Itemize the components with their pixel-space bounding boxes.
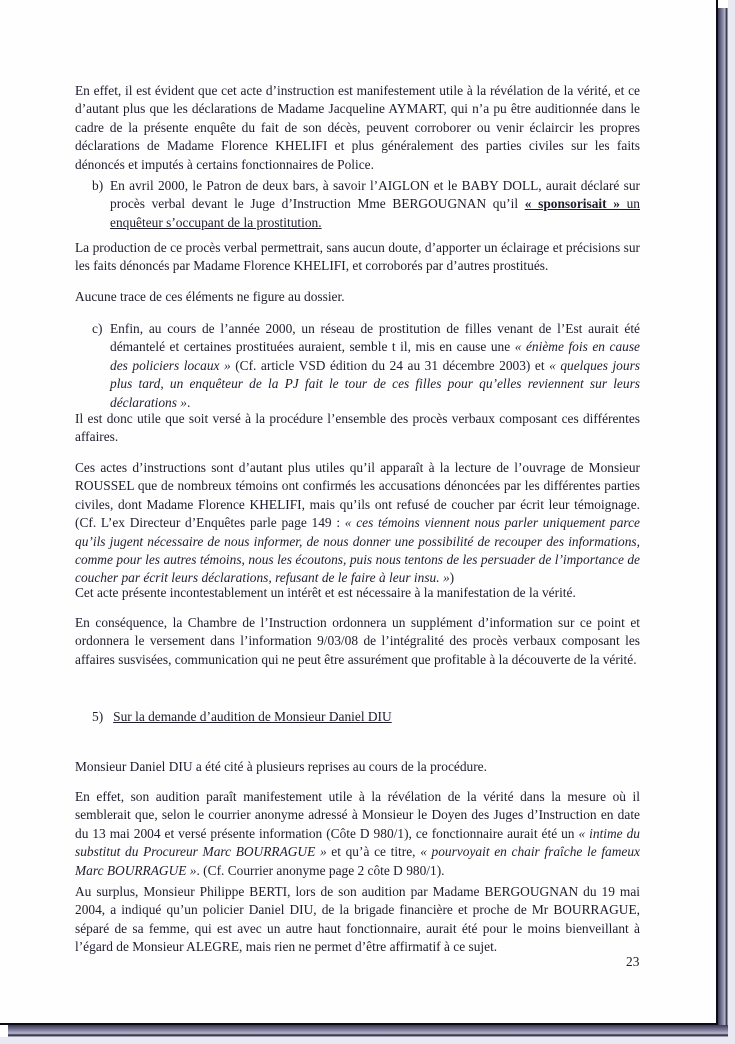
paragraph-c-text1: Enfin, au cours de l’année 2000, un réseau de prostitution de filles venant de l’Est aurait été démantelé et certaines prostituées auraient, semble t il, mis en cause une (110, 321, 640, 355)
quote-enieme-fois: « énième fois en cause des policiers locaux » (110, 339, 640, 373)
paragraph-b-underlined-tail: un enquêteur s’occupant de la prostitution. (110, 196, 640, 230)
paragraph-diu-text: En effet, son audition paraît manifestement utile à la révélation de la vérité dans la mesure où il semblerait que, selon le courrier anonyme adressé à Monsieur le Doyen des Juges d’Instruction en date du 13 mai 2004 et versé présente information (Côte D 980/1), ce fonctionnaire aurait été un (75, 789, 640, 841)
paragraph-aucune-trace: Aucune trace de ces éléments ne figure au dossier. (75, 289, 345, 304)
list-label-c: c) (92, 321, 103, 336)
paragraph-diu-audition (75, 788, 640, 880)
paragraph-aymart: En effet, il est évident que cet acte d’instruction est manifestement utile à la révélation de la vérité, et ce d’autant plus que les déclarations de Madame Jacqueline AYMART, qui n’a pu être auditionnée dans le cadre de la présente enquête du fait de son décès, peuvent corroborer ou venir éclaircir les propres déclarations de Madame Florence KHELIFI et plus généralement des parties civiles sur les faits dénoncés et imputés à certains fonctionnaires de Police. (75, 83, 640, 172)
paragraph-b-text: En avril 2000, le Patron de deux bars, à savoir l’AIGLON et le BABY DOLL, aurait déclaré sur procès verbal devant le Juge d’Instruction Mme BERGOUGNAN qu’il (110, 178, 640, 212)
sponsorisait-quote: « sponsorisait » (524, 196, 620, 212)
paragraph-diu-tail: . (Cf. Courrier anonyme page 2 côte D 980/1). (196, 862, 445, 878)
paragraph-consequence: En conséquence, la Chambre de l’Instruction ordonnera un supplément d’information sur ce point et ordonnera le versement dans l’information 9/03/08 de l’intégralité des procès verbaux composant les affaires susvisées, communication qui ne peut être assurément que profitable à la découverte de la vérité. (75, 615, 640, 667)
section-heading (92, 708, 392, 726)
quote-temoins: « ces témoins viennent nous parler uniquement parce qu’ils jugent nécessaire de nous informer, de nous donner une possibilité de recouper des informations, comme pour les autres témoins, nous les écoutons, puis nous tentons de les persuader de l’importance de coucher par écrit leurs déclarations, refusant de le faire à leur insu. » (75, 515, 640, 586)
background-edge-bottom (0, 1037, 735, 1044)
paragraph-diu-mid: et qu’à ce titre, (326, 844, 421, 860)
page-shadow-right (718, 8, 728, 1035)
paragraph-verse-procedure: Il est donc utile que soit versé à la procédure l’ensemble des procès verbaux composant ces différentes affaires. (75, 411, 640, 445)
quote-pourvoyait: « pourvoyait en chair fraîche le fameux Marc BOURRAGUE » (75, 844, 641, 878)
page-shadow-bottom (8, 1025, 728, 1037)
quote-quelques-jours: « quelques jours plus tard, un enquêteur de la PJ fait le tour de ces filles pour qu’elles reviennent sur leurs déclarations » (110, 357, 640, 410)
section-title: Sur la demande d’audition de Monsieur Daniel DIU (113, 709, 392, 724)
quote-intime: « intime du substitut du Procureur Marc BOURRAGUE » (75, 825, 640, 860)
paragraph-production: La production de ce procès verbal permettrait, sans aucun doute, d’apporter un éclairage et précisions sur les faits dénoncés par Madame Florence KHELIFI, et corroborés par d’autres prostitués. (75, 240, 640, 274)
paragraph-b (110, 177, 640, 232)
paragraph-diu-cite: Monsieur Daniel DIU a été cité à plusieurs reprises au cours de la procédure. (75, 759, 487, 774)
page-number: 23 (626, 954, 640, 969)
paragraph-roussel (75, 459, 640, 588)
paragraph-berti: Au surplus, Monsieur Philippe BERTI, lors de son audition par Madame BERGOUGNAN du 19 mai 2004, a indiqué qu’un policier Daniel DIU, de la brigade financière et proche de Mr BOURRAGUE, séparé de sa femme, qui est avec un autre haut fonctionnaire, aurait été pour le moins bienveillant à l’égard de Monsieur ALEGRE, mais rien ne permet d’être affirmatif à ce sujet. (75, 884, 640, 955)
paragraph-c-tail: . (187, 394, 191, 410)
background-edge-right (728, 0, 735, 1044)
section-number: 5) (92, 709, 104, 724)
paragraph-c-text2: (Cf. article VSD édition du 24 au 31 décembre 2003) et (230, 357, 550, 373)
list-label-b: b) (92, 178, 104, 193)
paragraph-roussel-tail: ) (449, 570, 455, 586)
paragraph-c (110, 320, 640, 412)
paragraph-interet: Cet acte présente incontestablement un intérêt et est nécessaire à la manifestation de la vérité. (75, 585, 576, 600)
paragraph-roussel-text: Ces actes d’instructions sont d’autant plus utiles qu’il apparaît à la lecture de l’ouvrage de Monsieur ROUSSEL que de nombreux témoins ont confirmés les accusations dénoncées par les différentes parties civiles, dont Madame Florence KHELIFI, mais qu’ils ont refusé de coucher par écrit leur témoignage. (Cf. L’ex Directeur d’Enquêtes parle page 149 : (75, 460, 640, 531)
